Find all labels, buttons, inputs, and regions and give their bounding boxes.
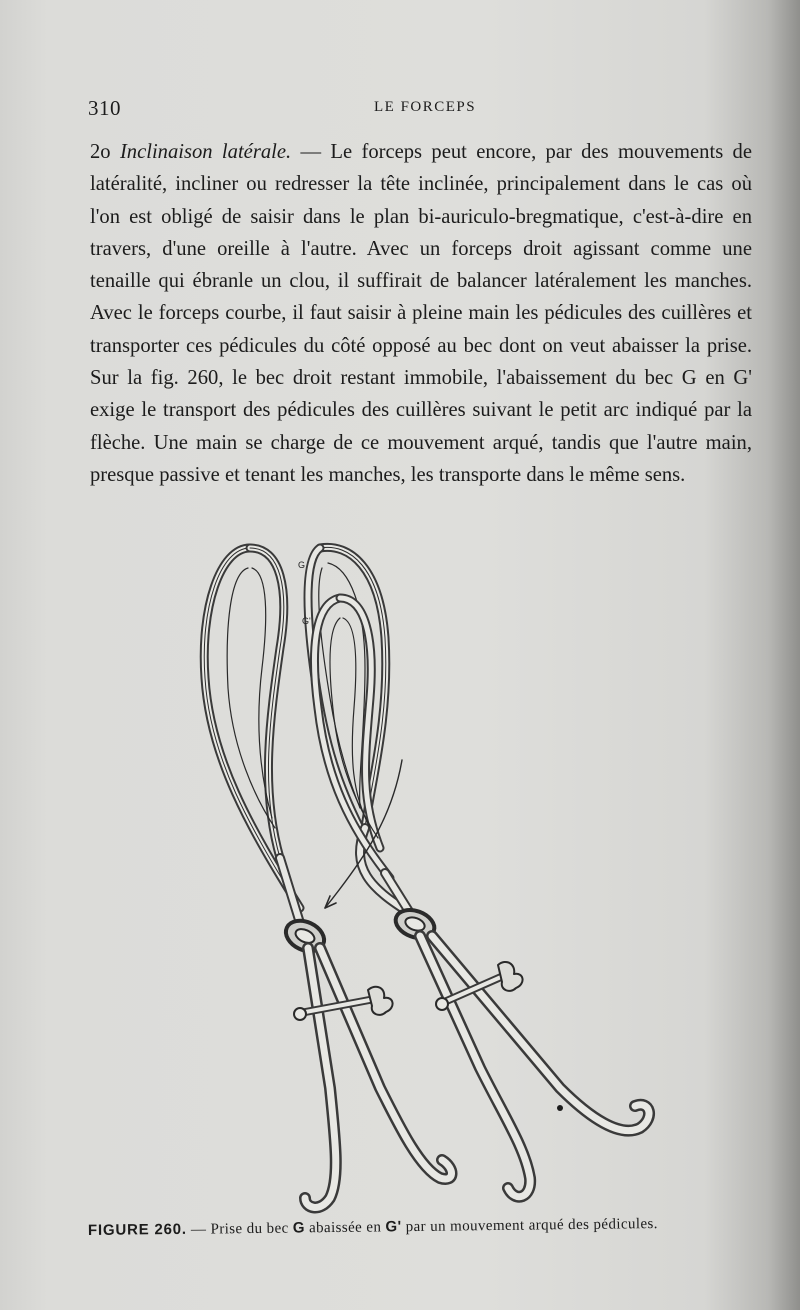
forceps-illustration (180, 528, 680, 1228)
caption-text-2: abaissée en (304, 1219, 386, 1237)
heading-dash: — (291, 141, 331, 163)
page-number: 310 (88, 96, 121, 120)
running-title: LE FORCEPS (374, 99, 477, 115)
caption-text-3: par un mouvement arqué des pédicules. (401, 1216, 658, 1236)
caption-letter-g-prime: G' (385, 1218, 402, 1236)
label-g-prime: G' (302, 616, 311, 626)
page-header (88, 96, 752, 124)
caption-dash: — (186, 1221, 211, 1238)
body-paragraph (90, 136, 752, 491)
caption-text-1: Prise du bec (210, 1220, 293, 1238)
paragraph-text: Le forceps peut encore, par des mouvements de latéralité, incliner ou redresser la tête inclinée, principalement dans le cas où l'on est obligé de saisir dans le plan bi-auriculo-bregmatique, c'est-à-dire en travers, d'une oreille à l'autre. Avec un forceps droit agissant comme une tenaille qui ébranle un clou, il suffirait de balancer latéralement les manches. Avec le forceps courbe, il faut saisir à pleine main les pédicules des cuillères et transporter ces pédicules du côté opposé au bec dont on veut abaisser la prise. Sur la fig. 260, le bec droit restant immobile, l'abaissement du bec G en G' exige le transport des pédicules des cuillères suivant le petit arc indiqué par la flèche. Une main se charge de ce mouvement arqué, tandis que l'autre main, presque passive et tenant les manches, les transporte dans le même sens. (90, 141, 752, 486)
figure-260 (180, 528, 680, 1228)
label-g: G (298, 560, 306, 570)
caption-letter-g: G (292, 1219, 305, 1237)
caption-label: FIGURE 260. (87, 1220, 187, 1239)
left-forceps (204, 548, 451, 1207)
section-heading: Inclinaison latérale. (119, 141, 292, 163)
section-number: 2o (90, 141, 111, 163)
